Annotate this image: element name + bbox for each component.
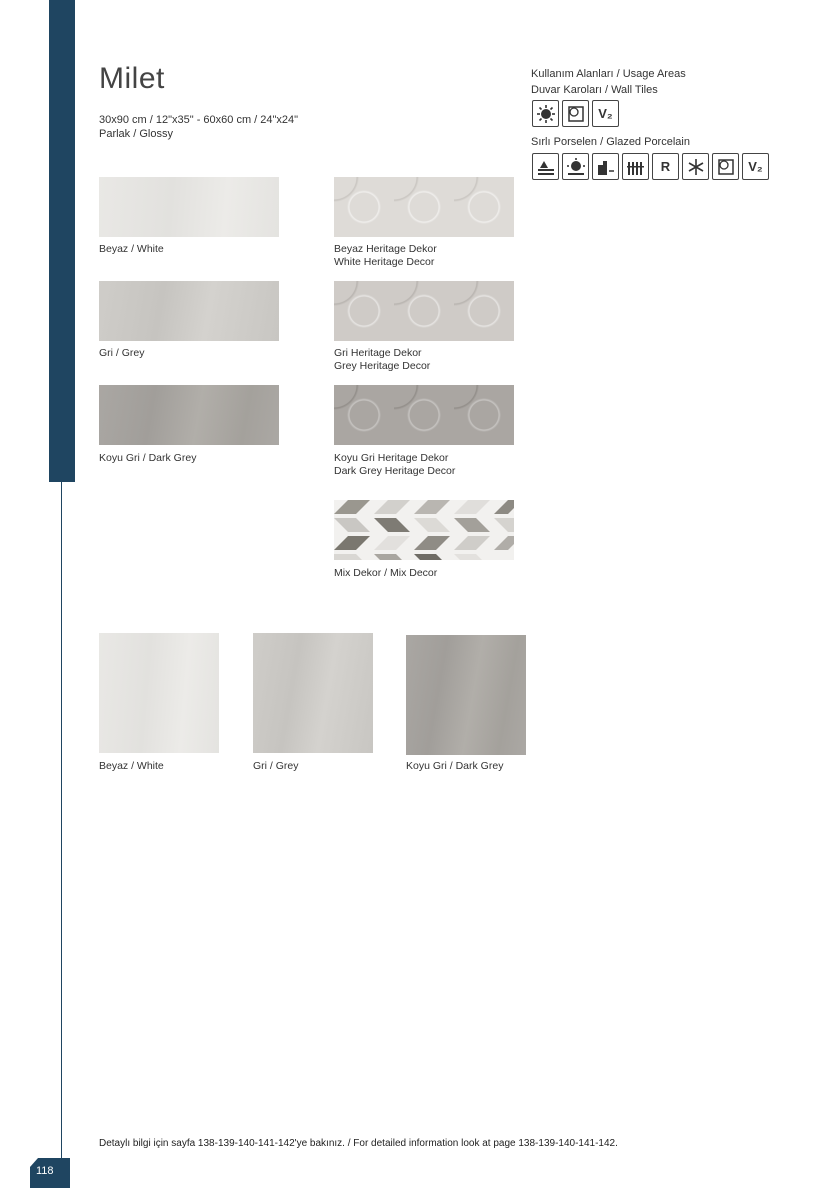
decor-caption-tr: Beyaz Heritage Dekor — [334, 243, 437, 255]
stairs-icon — [592, 153, 619, 180]
decor-caption — [334, 347, 430, 373]
tile-swatch-white — [99, 177, 279, 237]
tile-swatch-dark-grey — [99, 385, 279, 445]
porcelain-usage — [531, 134, 690, 150]
floor-tile-swatch-white — [99, 633, 219, 753]
decor-caption-tr: Gri Heritage Dekor — [334, 347, 422, 359]
tile-caption: Koyu Gri / Dark Grey — [99, 452, 197, 464]
product-specs — [99, 113, 298, 141]
floor-tile-caption: Gri / Grey — [253, 760, 299, 772]
decor-caption — [334, 243, 437, 269]
porcelain-usage-icons — [532, 153, 769, 180]
floor-tile-swatch-dark-grey — [406, 635, 526, 755]
decor-caption-en: Dark Grey Heritage Decor — [334, 465, 456, 477]
porcelain-label: Sırlı Porselen / Glazed Porcelain — [531, 136, 690, 148]
tile-caption: Beyaz / White — [99, 243, 164, 255]
decor-caption — [334, 567, 437, 580]
tiles-icon — [532, 153, 559, 180]
sizes-text: 30x90 cm / 12"x35" - 60x60 cm / 24"x24" — [99, 114, 299, 126]
decor-swatch-grey-heritage — [334, 281, 514, 341]
decor-swatch-mix — [334, 500, 514, 560]
decor-swatch-dark-grey-heritage — [334, 385, 514, 445]
sidebar-line — [61, 482, 62, 1182]
v2-icon: V₂ — [742, 153, 769, 180]
finish-text: Parlak / Glossy — [99, 128, 173, 140]
sidebar-band — [49, 0, 75, 482]
tile-caption: Gri / Grey — [99, 347, 145, 359]
fence-icon — [622, 153, 649, 180]
decor-caption-tr: Mix Dekor / Mix Decor — [334, 567, 438, 579]
decor-caption-tr: Koyu Gri Heritage Dekor — [334, 452, 449, 464]
decor-swatch-white-heritage — [334, 177, 514, 237]
floor-tile-caption: Beyaz / White — [99, 760, 164, 772]
decor-caption — [334, 452, 455, 478]
wall-tiles-label: Duvar Karoları / Wall Tiles — [531, 84, 658, 96]
frame-icon — [562, 100, 589, 127]
sun-icon — [562, 153, 589, 180]
decor-caption-en: White Heritage Decor — [334, 256, 435, 268]
r-rating-icon: R — [652, 153, 679, 180]
floor-tile-swatch-grey — [253, 633, 373, 753]
sun-icon — [532, 100, 559, 127]
tile-swatch-grey — [99, 281, 279, 341]
snowflake-icon — [682, 153, 709, 180]
decor-caption-en: Grey Heritage Decor — [334, 360, 431, 372]
page-title: Milet — [99, 62, 165, 95]
footer-note: Detaylı bilgi için sayfa 138-139-140-141-142'ye bakınız. / For detailed information look at page 138-139-140-141-142. — [99, 1138, 618, 1149]
page-number: 118 — [36, 1165, 54, 1177]
floor-tile-caption: Koyu Gri / Dark Grey — [406, 760, 504, 772]
wall-usage-icons — [532, 100, 619, 127]
usage-areas — [531, 66, 686, 98]
usage-heading: Kullanım Alanları / Usage Areas — [531, 68, 686, 80]
frame-icon — [712, 153, 739, 180]
v2-icon: V₂ — [592, 100, 619, 127]
